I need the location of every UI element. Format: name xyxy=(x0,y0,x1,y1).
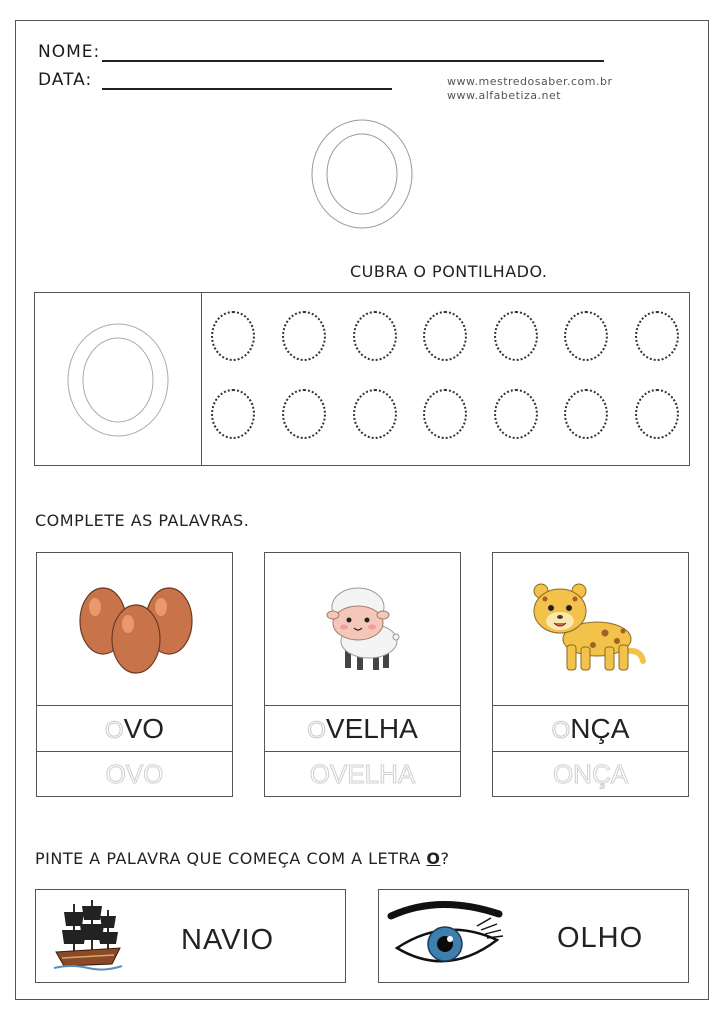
jaguar-image xyxy=(493,553,688,706)
dotted-o[interactable] xyxy=(423,389,467,439)
dotted-o[interactable] xyxy=(211,311,255,361)
word-ovelha[interactable] xyxy=(265,706,460,752)
eggs-image xyxy=(37,553,232,706)
word-rest: NÇA xyxy=(570,713,630,744)
hint-o: O xyxy=(104,717,124,744)
trace-divider xyxy=(201,292,202,466)
ghost-ovo[interactable]: OVO xyxy=(105,759,164,789)
sheep-image xyxy=(265,553,460,706)
word-card-ovo xyxy=(36,552,233,797)
site-url-1: www.mestredosaber.com.br xyxy=(447,75,613,88)
word-card-onca xyxy=(492,552,689,797)
word-ovo[interactable] xyxy=(37,706,232,752)
jaguar-icon xyxy=(493,553,688,706)
dotted-o[interactable] xyxy=(635,389,679,439)
dotted-o[interactable] xyxy=(211,389,255,439)
date-label: DATA: xyxy=(38,70,93,90)
word-olho: OLHO xyxy=(557,922,644,954)
name-line[interactable] xyxy=(102,42,604,62)
dotted-o[interactable] xyxy=(282,389,326,439)
paint-title-prefix: PINTE A PALAVRA QUE COMEÇA COM A LETRA xyxy=(35,849,427,868)
word-onca[interactable] xyxy=(493,706,688,752)
option-navio[interactable] xyxy=(35,889,346,983)
dotted-o[interactable] xyxy=(353,389,397,439)
eggs-icon xyxy=(37,553,232,706)
word-rest: VO xyxy=(123,713,165,744)
sheep-icon xyxy=(265,553,460,706)
trace-title: CUBRA O PONTILHADO. xyxy=(350,262,548,281)
dotted-o[interactable] xyxy=(635,311,679,361)
dotted-o[interactable] xyxy=(353,311,397,361)
option-olho[interactable] xyxy=(378,889,689,983)
paint-title xyxy=(35,849,450,868)
dotted-o[interactable] xyxy=(564,389,608,439)
ghost-ovelha[interactable]: OVELHA xyxy=(309,759,416,789)
ship-icon xyxy=(52,898,124,976)
word-card-ovelha xyxy=(264,552,461,797)
hint-o: O xyxy=(551,717,571,744)
trace-letter-o xyxy=(66,322,170,438)
dotted-o[interactable] xyxy=(564,311,608,361)
hint-o: O xyxy=(307,717,326,744)
eye-icon xyxy=(387,898,507,976)
dotted-o[interactable] xyxy=(494,389,538,439)
paint-title-suffix: ? xyxy=(440,849,450,868)
paint-title-letter: O xyxy=(426,849,441,868)
dotted-o[interactable] xyxy=(423,311,467,361)
name-label: NOME: xyxy=(38,42,101,62)
date-line[interactable] xyxy=(102,70,392,90)
complete-title: COMPLETE AS PALAVRAS. xyxy=(35,511,250,530)
letter-o-outline xyxy=(310,118,414,230)
dotted-o[interactable] xyxy=(282,311,326,361)
dotted-o[interactable] xyxy=(494,311,538,361)
ghost-onca[interactable]: ONÇA xyxy=(552,759,629,789)
site-url-2: www.alfabetiza.net xyxy=(447,89,562,102)
word-rest: VELHA xyxy=(325,713,418,744)
word-navio: NAVIO xyxy=(181,924,275,956)
